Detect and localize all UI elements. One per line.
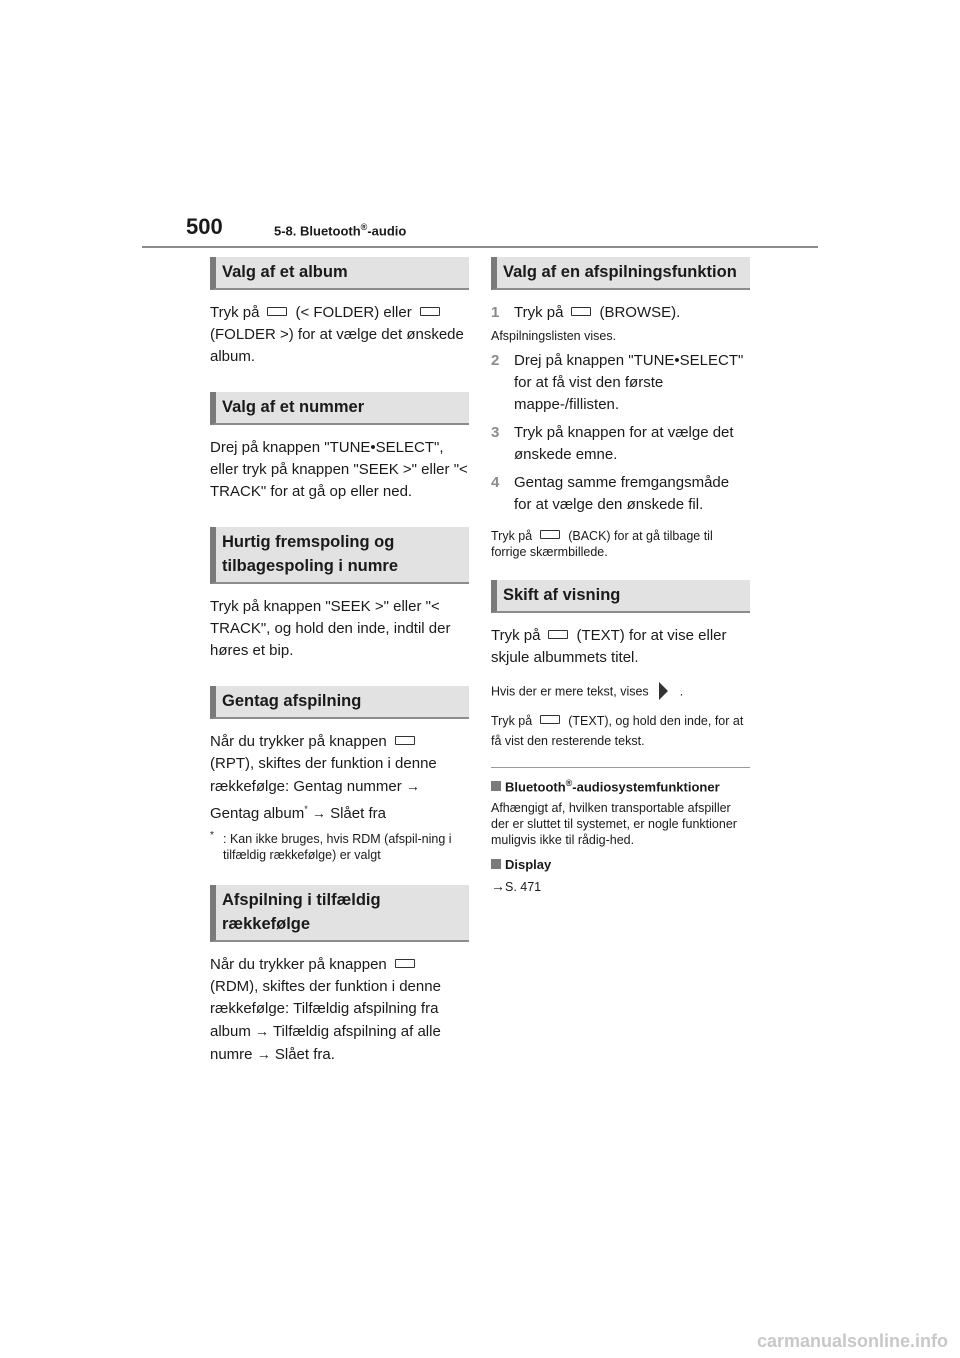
back-note: Tryk på (BACK) for at gå tilbage til forrige skærmbillede.	[491, 529, 713, 559]
section-track-heading: Valg af et nummer	[210, 392, 469, 425]
section-album-heading: Valg af et album	[210, 257, 469, 290]
footnote: * : Kan ikke bruges, hvis RDM (afspil-ning i tilfældig rækkefølge) er valgt	[210, 830, 452, 862]
section-ffrew-heading: Hurtig fremspoling og tilbagespoling i numre	[210, 527, 469, 584]
watermark: carmanualsonline.info	[756, 1331, 948, 1351]
track-instructions: Drej på knappen "TUNE•SELECT", eller tryk på knappen "SEEK >" eller "< TRACK" for at gå op eller ned.	[210, 439, 468, 500]
display-subheading: Display	[491, 856, 750, 874]
step-4: 4 Gentag samme fremgangsmåde for at vælge den ønskede fil.	[491, 474, 730, 513]
button-icon	[548, 630, 568, 639]
random-instructions: Når du trykker på knappen (RDM), skiftes der funktion i denne rækkefølge: Tilfældig afspilning fra album → Tilfældig afspilning af alle numre → Slået fra.	[210, 956, 441, 1063]
square-bullet-icon	[491, 781, 501, 791]
more-text-note: Hvis der er mere tekst, vises .	[491, 683, 750, 701]
section-random-heading: Afspilning i tilfældig rækkefølge	[210, 885, 469, 942]
bt-functions-text: Afhængigt af, hvilken transportable afspiller der er sluttet til systemet, er nogle funktioner muligvis ikke til rådig-hed.	[491, 801, 737, 848]
button-icon	[395, 959, 415, 968]
arrow-icon: →	[491, 878, 505, 895]
hold-text-note: Tryk på (TEXT), og hold den inde, for at få vist den resterende tekst.	[491, 714, 744, 748]
square-bullet-icon	[491, 859, 501, 869]
arrow-icon: →	[405, 778, 420, 794]
section-display-heading: Skift af visning	[491, 580, 750, 613]
button-icon	[571, 307, 591, 316]
arrow-icon: →	[256, 1046, 271, 1062]
step-3: 3 Tryk på knappen for at vælge det ønskede emne.	[491, 424, 734, 463]
section-repeat-heading: Gentag afspilning	[210, 686, 469, 719]
button-icon	[540, 530, 560, 539]
bt-functions-heading: Bluetooth®-audiosystemfunktioner	[491, 774, 750, 796]
page-number: 500	[186, 214, 223, 239]
album-instructions: Tryk på (< FOLDER) eller (FOLDER >) for at vælge det ønskede album.	[210, 304, 464, 365]
arrow-icon: →	[311, 805, 326, 821]
step-2: 2 Drej på knappen "TUNE•SELECT" for at få vist den første mappe-/fillisten.	[491, 352, 744, 413]
ffrew-instructions: Tryk på knappen "SEEK >" eller "< TRACK", og hold den inde, indtil der høres et bip.	[210, 598, 451, 659]
section-playfunc-heading: Valg af en afspilningsfunktion	[491, 257, 750, 290]
button-icon	[540, 715, 560, 724]
left-column	[210, 257, 469, 1066]
step-1: 1 Tryk på (BROWSE).	[491, 304, 681, 321]
step-1-note: Afspilningslisten vises.	[491, 329, 617, 343]
button-icon	[267, 307, 287, 316]
page-header	[142, 212, 818, 248]
arrow-icon: →	[255, 1023, 270, 1039]
text-instructions: Tryk på (TEXT) for at vise eller skjule albummets titel.	[491, 627, 727, 666]
divider	[491, 767, 750, 768]
button-icon	[420, 307, 440, 316]
play-arrow-icon	[659, 682, 668, 700]
display-reference[interactable]: →S. 471	[491, 878, 542, 895]
button-icon	[395, 736, 415, 745]
chapter-title: 5-8. Bluetooth®-audio	[274, 222, 407, 239]
repeat-instructions: Når du trykker på knappen (RPT), skiftes der funktion i denne rækkefølge: Gentag nummer → Gentag album* → Slået fra	[210, 733, 437, 822]
right-column	[491, 257, 750, 895]
